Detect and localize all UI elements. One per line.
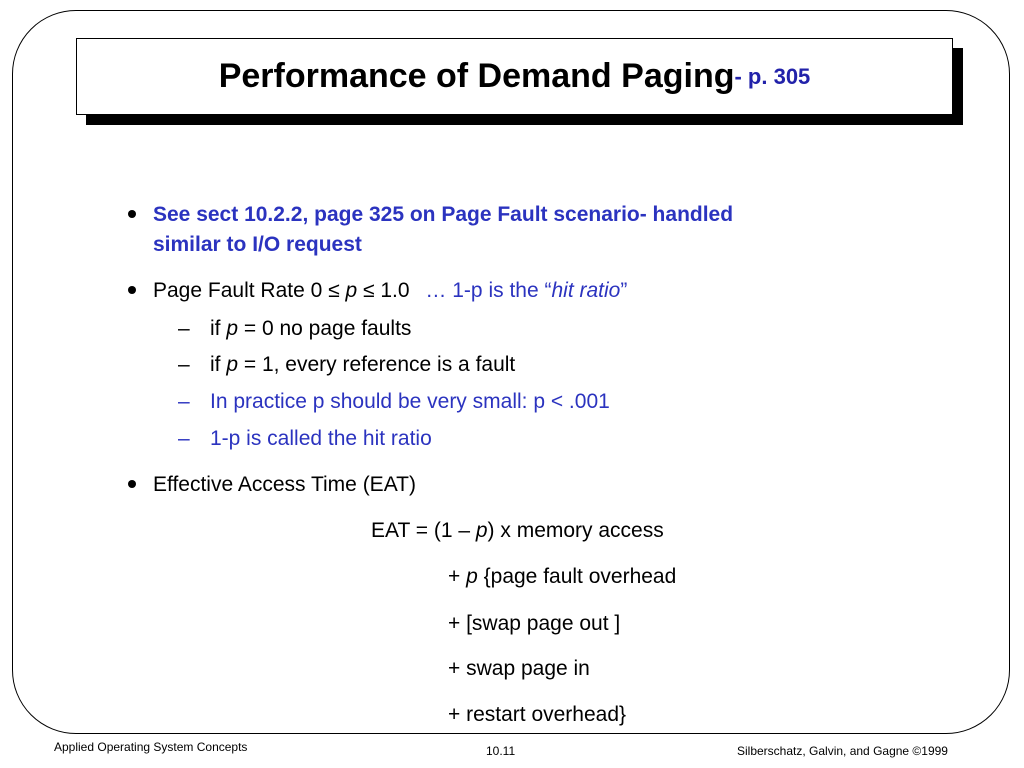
slide-title-reference: - p. 305 bbox=[734, 63, 811, 89]
footer-copyright: Silberschatz, Galvin, and Gagne ©1999 bbox=[737, 744, 948, 758]
sub-dash-4: – bbox=[178, 427, 190, 450]
hit-ratio-note bbox=[425, 279, 627, 302]
footer-slide-number: 10.11 bbox=[486, 744, 516, 758]
sub-dash-3: – bbox=[178, 390, 190, 413]
eat-2-a: + bbox=[448, 565, 467, 588]
bullet-dot-1 bbox=[128, 210, 136, 218]
hit-ratio-close-quote: ” bbox=[620, 279, 628, 302]
bullet-dot-2 bbox=[128, 286, 136, 294]
eat-formula-line-2 bbox=[448, 564, 676, 590]
rate-upper-bound: 1.0 bbox=[374, 279, 410, 302]
page-fault-rate-text: Page Fault Rate 0 bbox=[153, 279, 329, 302]
sub-bullet-3: In practice p should be very small: p < .001 bbox=[210, 390, 610, 413]
sub-bullet-1 bbox=[210, 316, 411, 342]
bullet-2-line bbox=[153, 278, 627, 304]
eat-formula-line-3: + [swap page out ] bbox=[448, 612, 621, 635]
eat-2-b: {page fault overhead bbox=[477, 565, 677, 588]
sub-2-p: p bbox=[226, 353, 239, 376]
bullet-1-line-1: See sect 10.2.2, page 325 on Page Fault scenario- handled bbox=[153, 203, 734, 226]
sub-bullet-4: 1-p is called the hit ratio bbox=[210, 427, 432, 450]
bullet-3-line: Effective Access Time (EAT) bbox=[153, 473, 416, 496]
eat-formula-line-4: + swap page in bbox=[448, 657, 590, 680]
sub-dash-2: – bbox=[178, 353, 190, 376]
eat-formula-line-1 bbox=[371, 518, 664, 544]
eat-2-p: p bbox=[466, 565, 478, 588]
hit-ratio-lead: … 1-p is the “ bbox=[425, 279, 552, 302]
eat-formula-line-5: + restart overhead} bbox=[448, 703, 627, 726]
sub-2-rest: = 1, every reference is a fault bbox=[238, 353, 516, 376]
bullet-dot-3 bbox=[128, 480, 136, 488]
eat-1-a: EAT = (1 – bbox=[371, 519, 476, 542]
footer-course-title: Applied Operating System Concepts bbox=[54, 740, 248, 754]
sub-bullet-2 bbox=[210, 352, 515, 378]
slide-title: Performance of Demand Paging bbox=[218, 57, 735, 95]
eat-1-p: p bbox=[475, 519, 488, 542]
sub-1-p: p bbox=[226, 317, 239, 340]
sub-1-if: if bbox=[210, 317, 227, 340]
hit-ratio-term: hit ratio bbox=[551, 279, 621, 302]
eat-1-b: ) x memory access bbox=[487, 519, 664, 542]
le-symbol-1: ≤ bbox=[328, 279, 340, 302]
le-symbol-2: ≤ bbox=[363, 279, 375, 302]
title-box bbox=[76, 38, 953, 115]
p-variable: p bbox=[345, 279, 358, 302]
bullet-1-line-2: similar to I/O request bbox=[153, 233, 362, 256]
sub-1-rest: = 0 no page faults bbox=[238, 317, 412, 340]
sub-2-if: if bbox=[210, 353, 227, 376]
sub-dash-1: – bbox=[178, 317, 190, 340]
